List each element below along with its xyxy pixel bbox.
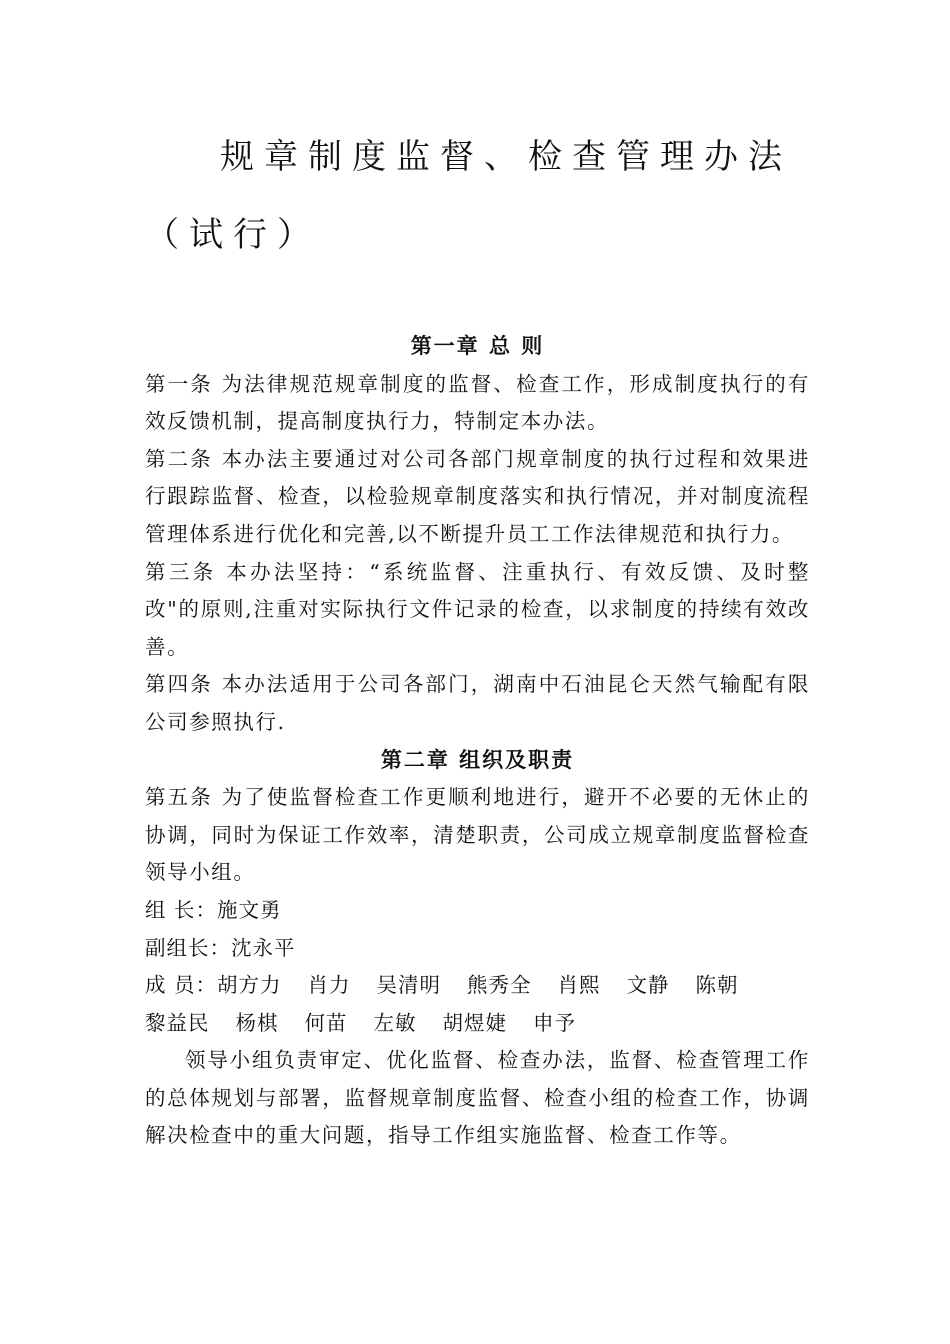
member-name: 黎益民 — [145, 1010, 210, 1035]
member-name: 吴清明 — [376, 973, 442, 998]
member-name: 胡煜婕 — [442, 1010, 507, 1035]
member-name: 肖力 — [307, 973, 351, 998]
article-5: 第五条 为了使监督检查工作更顺利地进行，避开不必要的无休止的协调，同时为保证工作效率，清楚职责，公司成立规章制度监督检查领导小组。 — [145, 785, 810, 885]
deputy-name: 沈永平 — [231, 935, 296, 960]
member-name: 左敏 — [373, 1010, 417, 1035]
article-2: 第二条 本办法主要通过对公司各部门规章制度的执行过程和效果进行跟踪监督、检查，以检验规章制度落实和执行情况，并对制度流程管理体系进行优化和完善,以不断提升员工工作法律规范和执行力。 — [145, 446, 810, 546]
member-name: 杨棋 — [235, 1010, 279, 1035]
member-name: 何苗 — [304, 1010, 348, 1035]
article-1: 第一条 为法律规范规章制度的监督、检查工作，形成制度执行的有效反馈机制，提高制度执行力，特制定本办法。 — [145, 371, 810, 434]
member-name: 文静 — [626, 973, 670, 998]
leader-label: 组 长： — [145, 897, 218, 922]
article-4: 第四条 本办法适用于公司各部门，湖南中石油昆仑天然气输配有限公司参照执行. — [145, 672, 810, 734]
chapter-1-heading: 第一章 总 则 — [410, 334, 545, 358]
document-title: 规章制度监督、检查管理办法（试行） — [145, 137, 792, 255]
member-name: 申予 — [533, 1010, 576, 1035]
members-line-1 — [145, 967, 810, 1005]
member-name: 熊秀全 — [467, 973, 532, 998]
members-label: 成 员： — [145, 973, 218, 998]
article-3: 第三条 本办法坚持：“系统监督、注重执行、有效反馈、及时整改"的原则,注重对实际执行文件记录的检查，以求制度的持续有效改善。 — [145, 559, 810, 659]
deputy-line — [145, 930, 810, 968]
document-body — [145, 328, 810, 1155]
leader-line — [145, 892, 810, 930]
member-name: 胡方力 — [217, 973, 282, 998]
leadership-duty-paragraph: 领导小组负责审定、优化监督、检查办法，监督、检查管理工作的总体规划与部署，监督规章制度监督、检查小组的检查工作，协调解决检查中的重大问题，指导工作组实施监督、检查工作等。 — [145, 1048, 810, 1148]
member-name: 陈朝 — [695, 973, 739, 998]
member-name: 肖熙 — [557, 973, 601, 998]
leader-name: 施文勇 — [217, 897, 282, 922]
members-line-2 — [145, 1005, 810, 1043]
deputy-label: 副组长： — [145, 935, 231, 960]
chapter-2-heading: 第二章 组织及职责 — [380, 747, 575, 772]
